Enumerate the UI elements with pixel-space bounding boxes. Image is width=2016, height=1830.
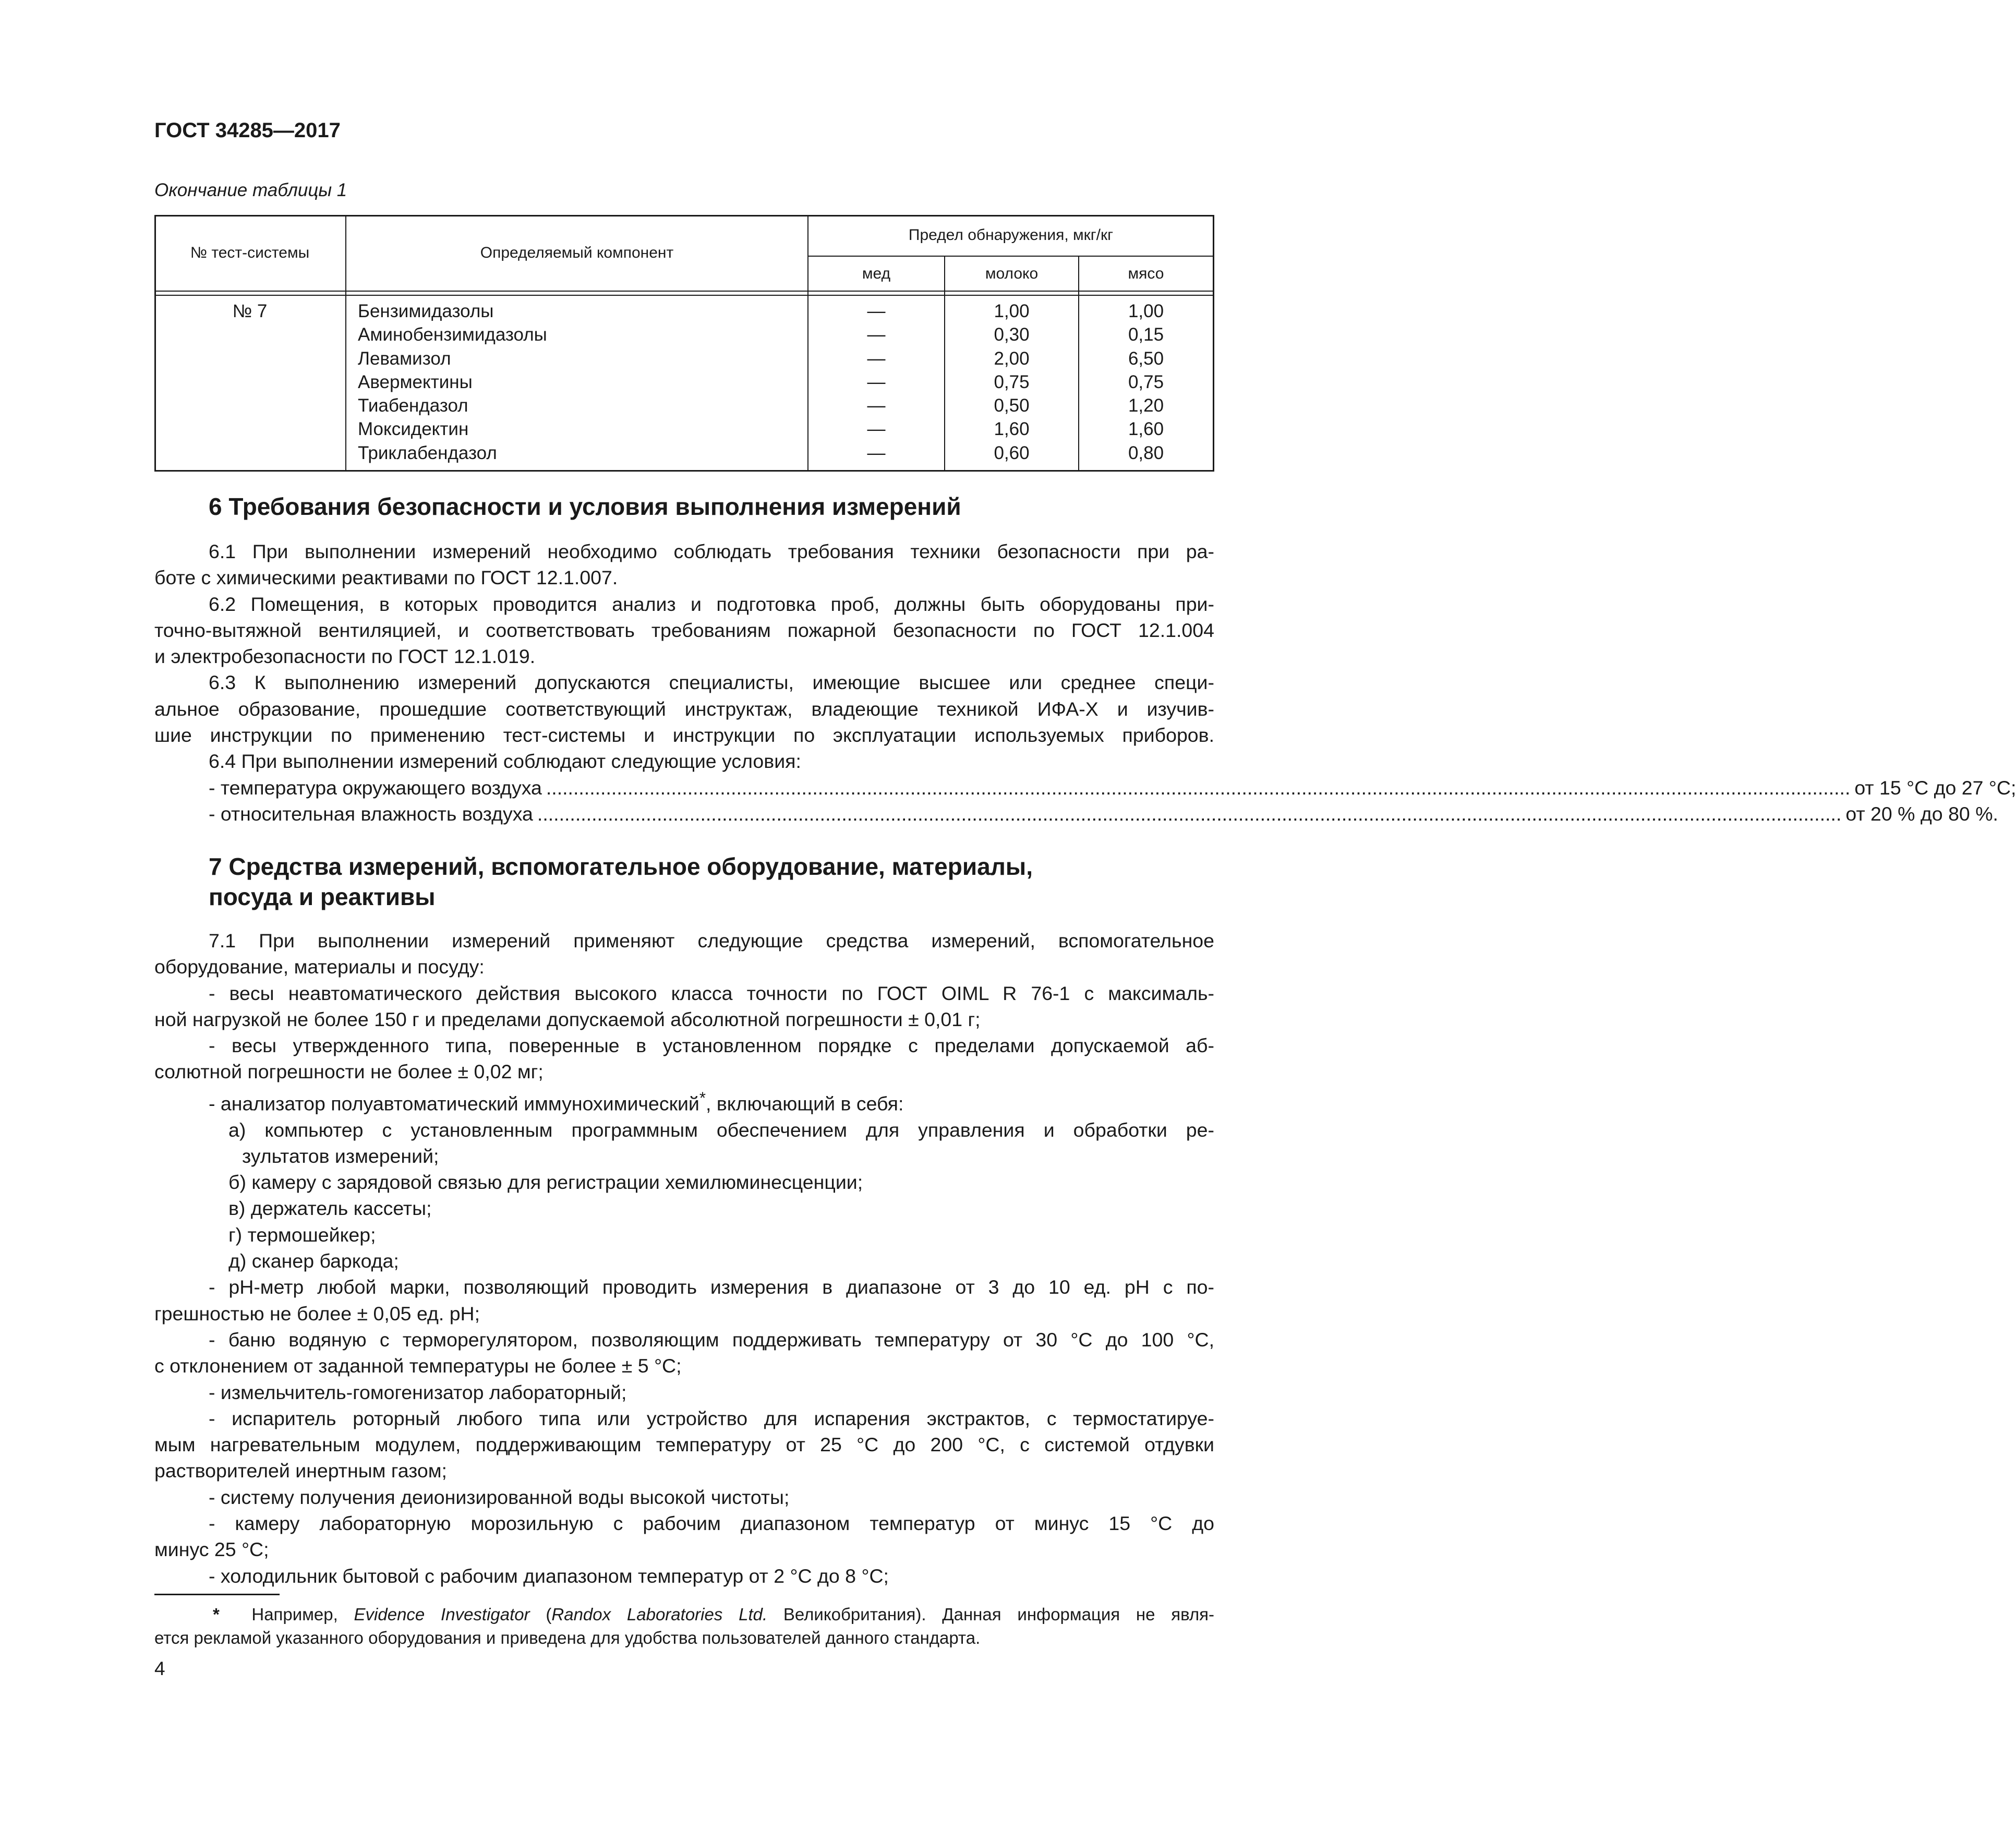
text-line: - весы утвержденного типа, поверенные в установленном порядке с пределами допускаемой аб- <box>209 1034 1214 1057</box>
text-line: б) камеру с зарядовой связью для регистрации хемилюминесценции; <box>228 1171 863 1194</box>
text-line: грешностью не более ± 0,05 ед. pH; <box>154 1302 480 1325</box>
text-line: д) сканер баркода; <box>228 1250 399 1272</box>
milk-value: 0,60 <box>994 442 1030 463</box>
text-line: альное образование, прошедшие соответствующий инструктаж, владеющие техникой ИФА-Х и изучив- <box>154 697 1214 720</box>
meat-value: 1,20 <box>1128 395 1164 416</box>
table-caption: Окончание таблицы 1 <box>154 180 347 200</box>
text-line: 6.3 К выполнению измерений допускаются специалисты, имеющие высшее или среднее специ- <box>209 671 1214 694</box>
text-line: точно-вытяжной вентиляцией, и соответствовать требованиям пожарной безопасности по ГОСТ 12.1.004 <box>154 619 1214 641</box>
text-line: 7.1 При выполнении измерений применяют следующие средства измерений, вспомогательное <box>209 930 1214 952</box>
header-honey: мед <box>862 264 891 282</box>
section-6-text <box>154 538 2016 827</box>
text-line: - испаритель роторный любого типа или устройство для испарения экстрактов, с термостатируе- <box>209 1407 1214 1429</box>
meat-value: 1,00 <box>1128 301 1164 321</box>
footnote-line: ется рекламой указанного оборудования и приведена для удобства пользователей данного стандарта. <box>154 1628 981 1647</box>
component-name: Левамизол <box>358 348 451 369</box>
section-7-title: 7 Средства измерений, вспомогательное оборудование, материалы, посуда и реактивы <box>209 853 1033 910</box>
header-meat: мясо <box>1128 264 1164 282</box>
text-line: 6.4 При выполнении измерений соблюдают следующие условия: <box>209 750 801 773</box>
milk-value: 0,50 <box>994 395 1030 416</box>
text-line: - камеру лабораторную морозильную с рабочим диапазоном температур от минус 15 °С до <box>209 1512 1214 1535</box>
page-number: 4 <box>154 1658 165 1679</box>
honey-column <box>808 299 944 465</box>
honey-value: — <box>867 301 886 321</box>
detection-limits-table <box>154 215 1214 472</box>
text-line: - холодильник бытовой с рабочим диапазоном температур от 2 °С до 8 °С; <box>209 1564 889 1587</box>
text-line: - баню водяную с терморегулятором, позволяющим поддерживать температуру от 30 °С до 100 °С, <box>209 1328 1214 1351</box>
text-line: с отклонением от заданной температуры не более ± 5 °С; <box>154 1355 682 1377</box>
text-line: - весы неавтоматического действия высокого класса точности по ГОСТ OIML R 76-1 с максималь- <box>209 982 1214 1004</box>
milk-value: 0,75 <box>994 371 1030 392</box>
text-line: г) термошейкер; <box>228 1223 376 1246</box>
text-line: 6.2 Помещения, в которых проводится анализ и подготовка проб, должны быть оборудованы при- <box>209 593 1214 615</box>
footnote-mark: * <box>699 1088 706 1107</box>
text-line: а) компьютер с установленным программным обеспечением для управления и обработки ре- <box>228 1118 1214 1141</box>
text-line: и электробезопасности по ГОСТ 12.1.019. <box>154 645 536 668</box>
text-line: мым нагревательным модулем, поддерживающим температуру от 25 °С до 200 °С, с системой отдувки <box>154 1434 1214 1456</box>
honey-value: — <box>867 348 886 369</box>
meat-value: 6,50 <box>1128 348 1164 369</box>
analyzer-item: - анализатор полуавтоматический иммунохимический*, включающий в себя: <box>209 1088 904 1115</box>
milk-column <box>945 299 1078 465</box>
component-column <box>358 299 806 465</box>
text-line: солютной погрешности не более ± 0,02 мг; <box>154 1061 544 1083</box>
honey-value: — <box>867 324 886 345</box>
footnote-divider <box>154 1594 280 1595</box>
text-line: в) держатель кассеты; <box>228 1197 432 1220</box>
text-line: 6.1 При выполнении измерений необходимо соблюдать требования техники безопасности при ра- <box>209 540 1214 562</box>
text-line: - систему получения деионизированной воды высокой чистоты; <box>209 1486 790 1508</box>
section-7-text <box>154 928 1214 1589</box>
text-line: боте с химическими реактивами по ГОСТ 12.1.007. <box>154 567 618 589</box>
component-name: Триклабендазол <box>358 442 497 463</box>
header-milk: молоко <box>985 264 1039 282</box>
honey-value: — <box>867 395 886 416</box>
section-6-title: 6 Требования безопасности и условия выполнения измерений <box>209 493 961 520</box>
component-name: Моксидектин <box>358 419 469 440</box>
component-name: Авермектины <box>358 371 473 392</box>
honey-value: — <box>867 419 886 440</box>
text-line: - измельчитель-гомогенизатор лабораторный; <box>209 1381 627 1403</box>
milk-value: 1,00 <box>994 301 1030 321</box>
text-line: ной нагрузкой не более 150 г и пределами допускаемой абсолютной погрешности ± 0,01 г; <box>154 1008 981 1030</box>
standard-designation: ГОСТ 34285—2017 <box>154 119 341 142</box>
leader-dots: ................................................................................................................................................................................................................................................ <box>546 776 1851 799</box>
condition-humidity: - относительная влажность воздуха ................................................................................................................................................................................................................................................ от 20 % до 80 %. <box>154 801 1327 827</box>
condition-temperature: - температура окружающего воздуха ................................................................................................................................................................................................................................................ от 15 °С до 27 °С; <box>154 775 1327 801</box>
footnote-line: * Например, Evidence Investigator (Randox Laboratories Ltd. Великобритания). Данная информация не явля- <box>213 1605 1214 1624</box>
header-component: Определяемый компонент <box>480 244 674 261</box>
leader-dots: ................................................................................................................................................................................................................................................ <box>537 802 1842 825</box>
header-detection-limit: Предел обнаружения, мкг/кг <box>908 226 1114 244</box>
text-line: растворителей инертным газом; <box>154 1460 447 1482</box>
meat-column <box>1079 299 1213 465</box>
footnote <box>154 1603 1214 1650</box>
text-line: оборудование, материалы и посуду: <box>154 956 485 978</box>
meat-value: 1,60 <box>1128 419 1164 440</box>
milk-value: 0,30 <box>994 324 1030 345</box>
milk-value: 1,60 <box>994 419 1030 440</box>
text-line: - pH-метр любой марки, позволяющий проводить измерения в диапазоне от 3 до 10 ед. pH с по- <box>209 1276 1214 1298</box>
meat-value: 0,80 <box>1128 442 1164 463</box>
meat-value: 0,75 <box>1128 371 1164 392</box>
test-system-number: № 7 <box>232 301 268 321</box>
milk-value: 2,00 <box>994 348 1030 369</box>
meat-value: 0,15 <box>1128 324 1164 345</box>
header-test-system: № тест-системы <box>190 244 310 261</box>
honey-value: — <box>867 442 886 463</box>
component-name: Аминобензимидазолы <box>358 324 547 345</box>
honey-value: — <box>867 371 886 392</box>
component-name: Бензимидазолы <box>358 301 494 321</box>
component-name: Тиабендазол <box>358 395 468 416</box>
text-line: минус 25 °С; <box>154 1538 269 1561</box>
text-line: зультатов измерений; <box>242 1145 439 1167</box>
text-line: шие инструкции по применению тест-системы и инструкции по эксплуатации используемых приборов. <box>154 724 1214 747</box>
